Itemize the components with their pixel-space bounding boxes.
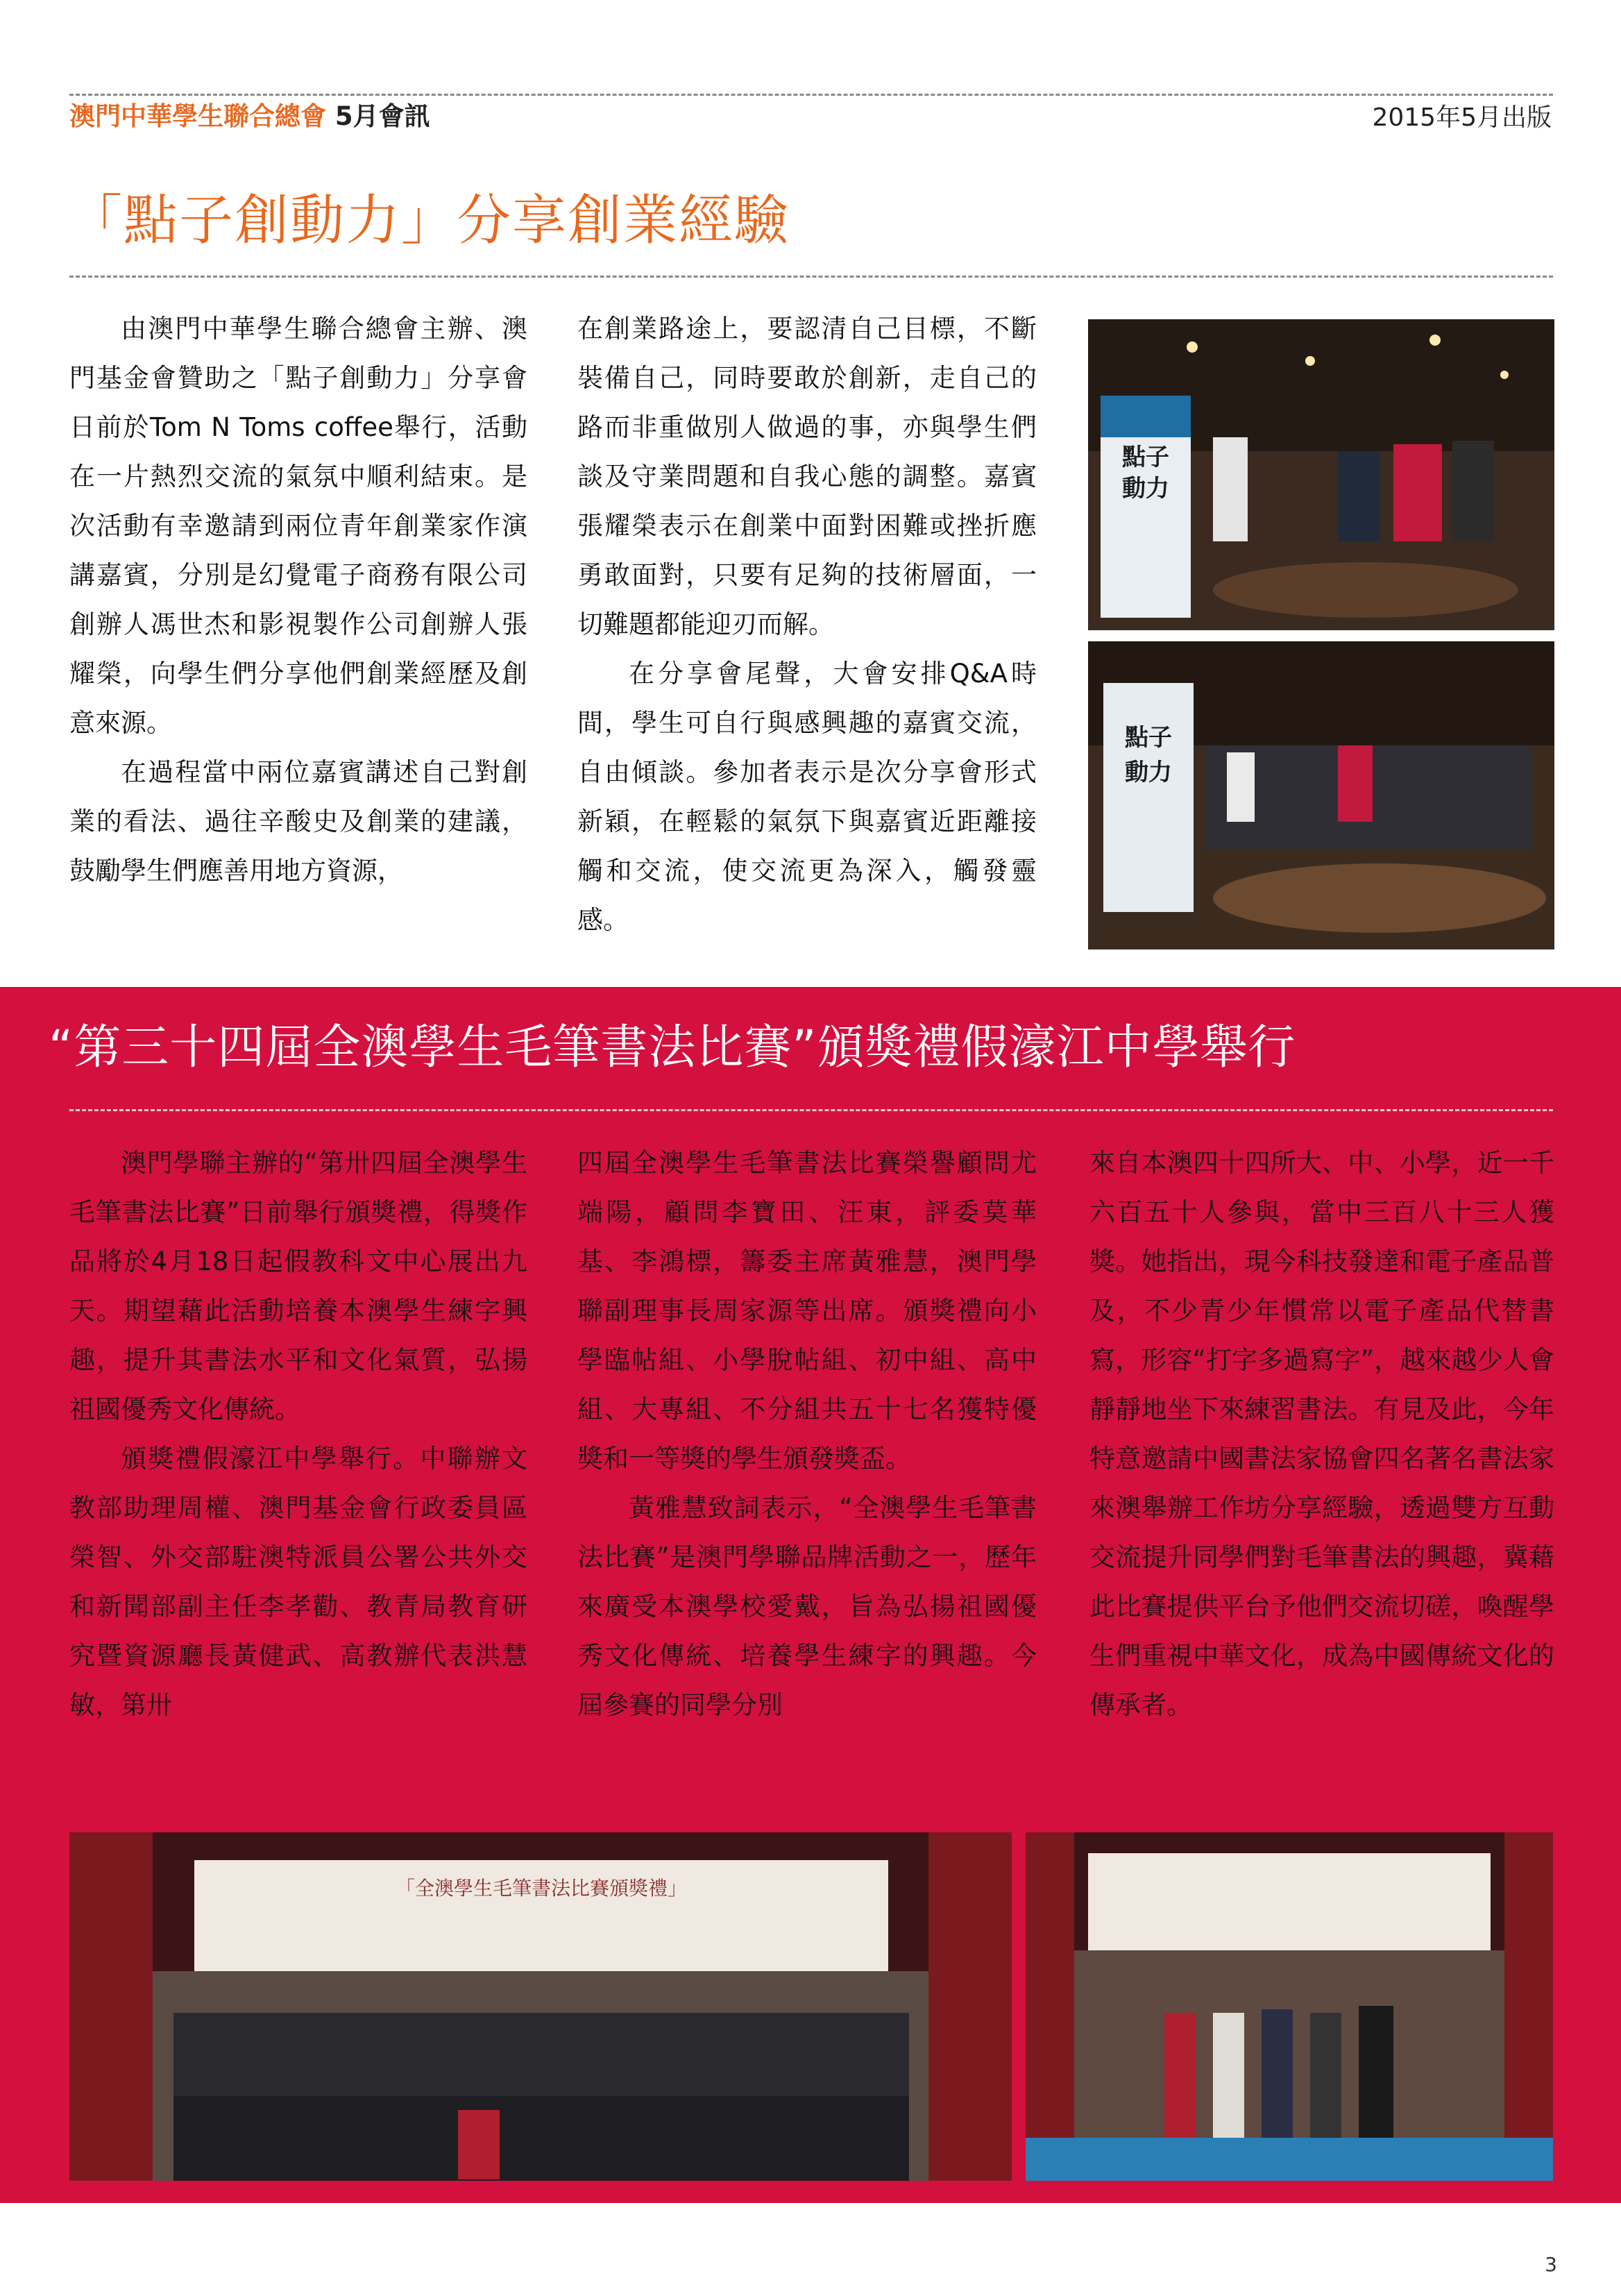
svg-text:「全澳學生毛筆書法比賽頒獎禮」: 「全澳學生毛筆書法比賽頒獎禮」 bbox=[395, 1877, 688, 1900]
article1-paragraph: 在分享會尾聲，大會安排Q&A時間，學生可自行與感興趣的嘉賓交流，自由傾談。參加者表示是次分享會形式新穎，在輕鬆的氣氛下與嘉賓近距離接觸和交流，使交流更為深入，觸發靈感。 bbox=[577, 659, 1037, 935]
header-date: 2015年5月出版 bbox=[1372, 103, 1552, 132]
article2-paragraph: 澳門學聯主辦的“第卅四屆全澳學生毛筆書法比賽”日前舉行頒獎禮，得獎作品將於4月18日起假教科文中心展出九天。期望藉此活動培養本澳學生練字興趣，提升其書法水平和文化氣質，弘揚祖國優秀文化傳統。 bbox=[69, 1148, 527, 1424]
article1-paragraph: 由澳門中華學生聯合總會主辦、澳門基金會贊助之「點子創動力」分享會日前於Tom N Toms coffee舉行，活動在一片熱烈交流的氣氛中順利結束。是次活動有幸邀請到兩位青年創業家作演講嘉賓，分別是幻覺電子商務有限公司創辦人馮世杰和影視製作公司創辦人張耀榮，向學生們分享他們創業經歷及創意來源。 bbox=[69, 314, 527, 738]
article1-rule bbox=[69, 276, 1553, 278]
header-issue: 5月會訊 bbox=[334, 101, 430, 131]
article2-photo-group bbox=[69, 1832, 1012, 2181]
article1-paragraph: 在創業路途上，要認清自己目標，不斷裝備自己，同時要敢於創新，走自己的路而非重做別人做過的事，亦與學生們談及守業問題和自我心態的調整。嘉賓張耀榮表示在創業中面對困難或挫折應勇敢面對，只要有足夠的技術層面，一切難題都能迎刃而解。 bbox=[577, 314, 1037, 639]
article2-paragraph: 黃雅慧致詞表示，“全澳學生毛筆書法比賽”是澳門學聯品牌活動之一，歷年來廣受本澳學校愛戴，旨為弘揚祖國優秀文化傳統、培養學生練字的興趣。今屆參賽的同學分別 bbox=[577, 1493, 1037, 1720]
page-number: 3 bbox=[1545, 2253, 1557, 2276]
svg-text:動力: 動力 bbox=[1122, 475, 1169, 503]
svg-text:點子: 點子 bbox=[1122, 444, 1169, 471]
article1-title: 「點子創動力」分享創業經驗 bbox=[68, 189, 790, 252]
header-rule-top bbox=[69, 94, 1553, 96]
article2-paragraph: 頒獎禮假濠江中學舉行。中聯辦文教部助理周權、澳門基金會行政委員區榮智、外交部駐澳特派員公署公共外交和新聞部副主任李孝勸、教青局教育研究暨資源廳長黃健武、高教辦代表洪慧敏，第卅 bbox=[69, 1444, 527, 1720]
svg-text:動力: 動力 bbox=[1125, 759, 1172, 786]
header-org: 澳門中華學生聯合總會 5月會訊 bbox=[69, 101, 430, 131]
article2-title: “第三十四屆全澳學生毛筆書法比賽”頒獎禮假濠江中學舉行 bbox=[49, 1020, 1296, 1075]
article1-photo-1 bbox=[1088, 319, 1554, 630]
article1-column-1 bbox=[69, 304, 527, 895]
article1-paragraph: 在過程當中兩位嘉賓講述自己對創業的看法、過往辛酸史及創業的建議，鼓勵學生們應善用地方資源， bbox=[69, 757, 527, 886]
article2-column-1 bbox=[69, 1138, 527, 1730]
article2-column-3 bbox=[1089, 1138, 1554, 1730]
article2-paragraph: 四屆全澳學生毛筆書法比賽榮譽顧問尤端陽，顧問李寶田、汪東，評委莫華基、李鴻標，籌委主席黃雅慧，澳門學聯副理事長周家源等出席。頒獎禮向小學臨帖組、小學脫帖組、初中組、高中組、大專組、不分組共五十七名獲特優獎和一等獎的學生頒發獎盃。 bbox=[577, 1148, 1037, 1474]
article2-paragraph: 來自本澳四十四所大、中、小學，近一千六百五十人參與，當中三百八十三人獲獎。她指出，現今科技發達和電子產品普及，不少青少年慣常以電子產品代替書寫，形容“打字多過寫字”，越來越少人會靜靜地坐下來練習書法。有見及此，今年特意邀請中國書法家協會四名著名書法家來澳舉辦工作坊分享經驗，透過雙方互動交流提升同學們對毛筆書法的興趣，冀藉此比賽提供平台予他們交流切磋，喚醒學生們重視中華文化，成為中國傳統文化的傳承者。 bbox=[1089, 1148, 1554, 1720]
article1-column-2 bbox=[577, 304, 1037, 945]
article1-photo-2 bbox=[1088, 641, 1554, 949]
article2-column-2 bbox=[577, 1138, 1037, 1730]
article2-photo-winners bbox=[1026, 1832, 1553, 2181]
article2-rule bbox=[69, 1109, 1553, 1111]
svg-text:點子: 點子 bbox=[1125, 724, 1172, 752]
